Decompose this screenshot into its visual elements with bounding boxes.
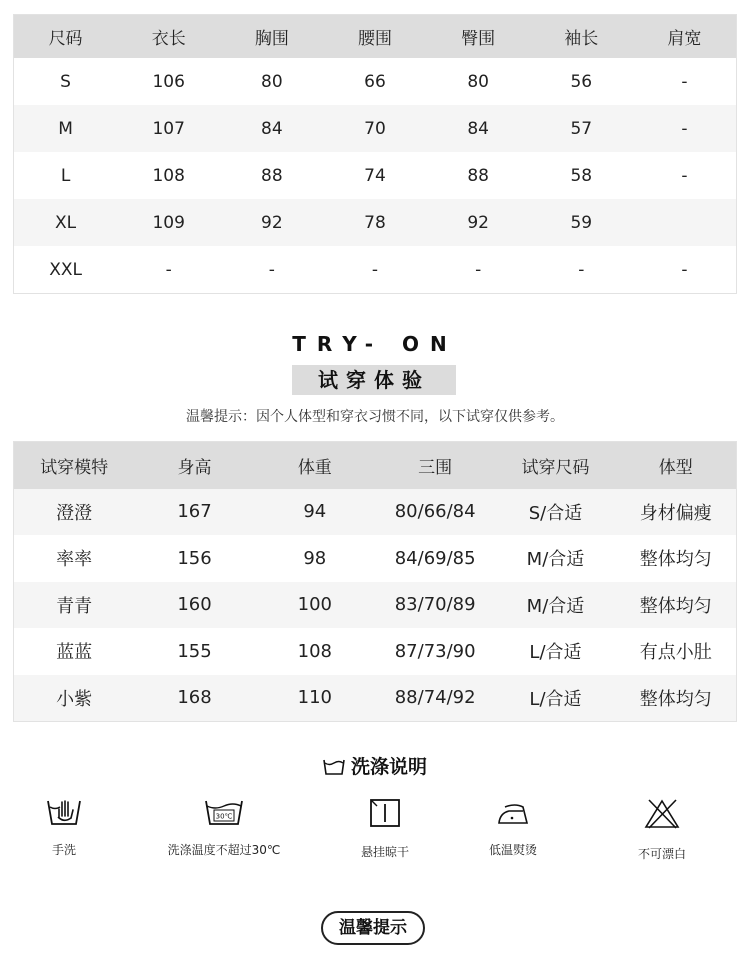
care-item xyxy=(149,797,299,858)
header-cell: 身高 xyxy=(177,457,212,478)
table-cell: 57 xyxy=(570,118,593,139)
table-cell: 59 xyxy=(570,212,593,233)
wash-30-icon xyxy=(204,797,244,827)
table-row xyxy=(14,199,736,246)
table-cell: 80/66/84 xyxy=(394,501,476,523)
tryon-table xyxy=(13,441,737,722)
table-cell: 有点小肚 xyxy=(639,642,712,664)
table-cell: 66 xyxy=(364,71,386,92)
table-row xyxy=(14,535,736,582)
table-cell: 83/70/89 xyxy=(394,594,476,616)
table-cell: M xyxy=(58,118,73,139)
header-cell: 三围 xyxy=(418,457,453,478)
table-cell: 88 xyxy=(467,165,489,186)
table-cell: 160 xyxy=(177,594,212,616)
tryon-title-cn: 试穿体验 xyxy=(292,365,456,395)
care-label: 手洗 xyxy=(51,843,76,857)
header-cell: 衣长 xyxy=(151,29,186,49)
header-cell: 腰围 xyxy=(357,29,392,49)
care-item xyxy=(587,797,737,862)
notice-pill: 温馨提示 xyxy=(321,911,425,945)
table-row xyxy=(14,105,736,152)
table-cell: XL xyxy=(55,212,77,233)
table-cell: 蓝蓝 xyxy=(56,642,93,664)
hand-wash-icon xyxy=(46,797,82,827)
table-cell: XXL xyxy=(49,259,82,280)
table-cell: - xyxy=(681,165,688,186)
table-cell: 率率 xyxy=(56,549,93,571)
table-cell: 74 xyxy=(364,165,386,186)
table-cell: 80 xyxy=(467,71,489,92)
table-cell: 84 xyxy=(467,118,489,139)
table-cell: S xyxy=(60,71,71,92)
table-cell: L/合适 xyxy=(529,688,582,710)
table-cell: 70 xyxy=(364,118,386,139)
table-cell: 109 xyxy=(152,212,185,233)
table-cell: 106 xyxy=(152,71,185,92)
table-row xyxy=(14,152,736,199)
wash-temp-text: 30℃ xyxy=(215,812,233,821)
header-cell: 试穿模特 xyxy=(40,457,109,478)
care-item xyxy=(0,797,139,858)
table-cell: 整体均匀 xyxy=(639,549,712,571)
table-cell: - xyxy=(268,259,275,280)
table-cell: 84 xyxy=(261,118,283,139)
table-cell: M/合适 xyxy=(526,595,585,617)
table-cell: L xyxy=(60,165,71,186)
table-cell: L/合适 xyxy=(529,642,582,664)
header-cell: 胸围 xyxy=(254,29,289,49)
table-row xyxy=(14,582,736,629)
header-cell: 肩宽 xyxy=(667,29,702,49)
header-cell: 体型 xyxy=(658,457,693,478)
table-cell: 167 xyxy=(177,501,212,523)
table-cell: - xyxy=(371,259,379,280)
tryon-table-header xyxy=(14,442,736,489)
hang-dry-icon xyxy=(368,797,402,829)
table-cell: 小紫 xyxy=(56,688,93,710)
table-cell: M/合适 xyxy=(526,549,585,571)
table-cell: S/合适 xyxy=(528,502,583,524)
care-item xyxy=(438,797,588,858)
table-cell: 110 xyxy=(297,687,332,709)
table-row xyxy=(14,58,736,105)
wash-tub-icon xyxy=(323,758,345,776)
table-cell: 84/69/85 xyxy=(394,547,476,569)
table-cell: 94 xyxy=(303,501,327,523)
care-label: 不可漂白 xyxy=(637,847,686,861)
table-row xyxy=(14,628,736,675)
wash-title xyxy=(0,752,750,779)
wash-title-text: 洗涤说明 xyxy=(350,756,427,778)
header-cell: 臀围 xyxy=(461,29,496,49)
tryon-title-en: TRY- ON xyxy=(292,332,458,356)
table-row xyxy=(14,489,736,536)
table-cell: - xyxy=(165,259,172,280)
table-cell: 107 xyxy=(152,118,185,139)
iron-low-icon xyxy=(495,797,531,827)
table-cell: - xyxy=(681,259,688,280)
table-cell: 87/73/90 xyxy=(394,640,476,662)
table-cell: 身材偏瘦 xyxy=(639,502,712,524)
table-cell: 56 xyxy=(570,71,593,92)
header-cell: 袖长 xyxy=(564,29,599,49)
table-cell: 88 xyxy=(261,165,283,186)
table-cell: - xyxy=(681,71,688,92)
table-cell: - xyxy=(475,259,482,280)
tryon-tip: 温馨提示：因个人体型和穿衣习惯不同，以下试穿仅供参考。 xyxy=(186,409,564,425)
table-row xyxy=(14,675,736,722)
table-cell: 80 xyxy=(261,71,283,92)
header-cell: 尺码 xyxy=(48,29,83,49)
table-cell: 98 xyxy=(303,547,327,569)
table-cell: 100 xyxy=(297,594,332,616)
table-cell: 78 xyxy=(364,212,386,233)
size-table-header xyxy=(14,15,736,58)
no-bleach-icon xyxy=(643,797,681,831)
table-cell: 155 xyxy=(177,640,212,662)
table-cell: 青青 xyxy=(56,595,93,617)
header-cell: 试穿尺码 xyxy=(521,457,590,478)
table-cell: 108 xyxy=(152,165,185,186)
table-cell: 92 xyxy=(467,212,489,233)
table-cell: - xyxy=(578,259,585,280)
care-label: 悬挂晾干 xyxy=(360,845,409,859)
table-row xyxy=(14,246,736,293)
table-cell: 92 xyxy=(261,212,283,233)
table-cell: 168 xyxy=(177,687,212,709)
table-cell: 88/74/92 xyxy=(394,687,476,709)
table-cell: - xyxy=(681,118,688,139)
table-cell: 58 xyxy=(570,165,593,186)
header-cell: 体重 xyxy=(297,457,332,478)
table-cell: 整体均匀 xyxy=(639,595,712,617)
table-cell: 澄澄 xyxy=(56,502,93,524)
care-label: 低温熨烫 xyxy=(488,843,537,857)
care-label: 洗涤温度不超过30℃ xyxy=(167,843,281,857)
table-cell: 156 xyxy=(177,547,212,569)
table-cell: 108 xyxy=(297,640,332,662)
cropped-top-caption xyxy=(0,0,750,2)
size-table xyxy=(13,14,737,294)
table-cell: 整体均匀 xyxy=(639,688,712,710)
